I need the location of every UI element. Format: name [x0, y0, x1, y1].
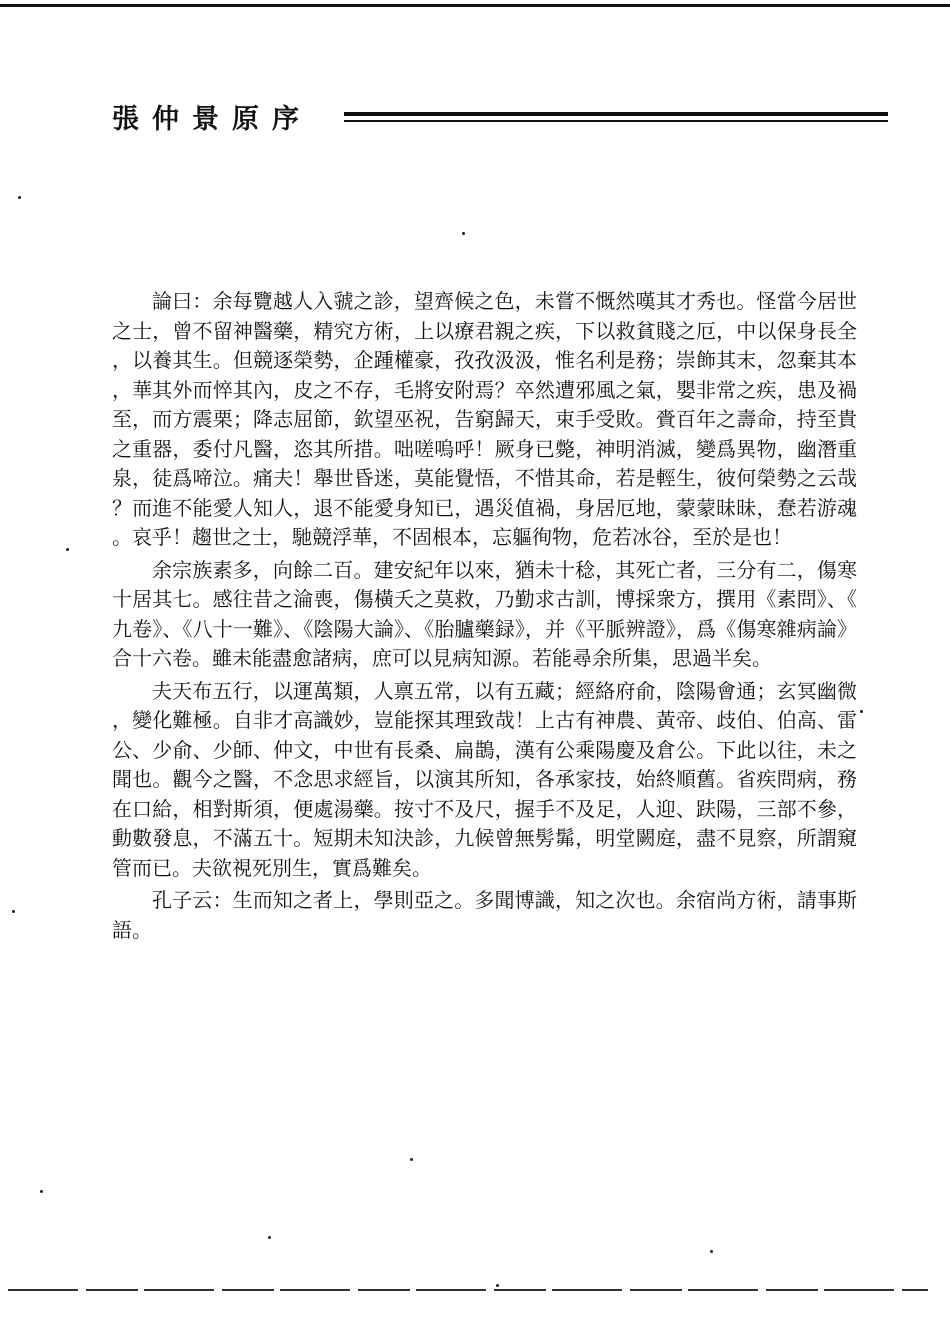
- scan-speck: [40, 1190, 43, 1193]
- section-header: [112, 100, 892, 140]
- title-rule-thin: [344, 120, 888, 122]
- scan-speck: [860, 710, 863, 713]
- paragraph-2: 余宗族素多，向餘二百。建安紀年以來，猶未十稔，其死亡者，三分有二，傷寒十居其七。感往昔之淪喪，傷橫夭之莫救，乃勤求古訓，博採衆方，撰用《素問》、《九卷》、《八十一難》、《陰陽大論》、《胎臚藥録》，并《平脈辨證》，爲《傷寒雜病論》合十六卷。雖未能盡愈諸病，庶可以見病知源。若能尋余所集，思過半矣。: [112, 557, 857, 670]
- paragraph-3: 夫天布五行，以運萬類，人禀五常，以有五藏；經絡府俞，陰陽會通；玄冥幽微，變化難極。自非才高識妙，豈能探其理致哉！上古有神農、黃帝、歧伯、伯高、雷公、少俞、少師、仲文，中世有長桑、扁鵲，漢有公乘陽慶及倉公。下此以往，未之聞也。觀今之醫，不念思求經旨，以演其所知，各承家技，始終順舊。省疾問病，務在口給，相對斯須，便處湯藥。按寸不及尺，握手不及足，人迎、趺陽，三部不參，動數發息，不滿五十。短期未知決診，九候曾無髣髴，明堂闕庭，盡不見察，所謂窺管而已。夫欲視死別生，實爲難矣。: [112, 678, 857, 880]
- title-double-rule: [344, 112, 888, 124]
- scan-speck: [66, 548, 69, 551]
- scan-speck: [268, 1236, 271, 1239]
- scan-speck: [496, 1284, 499, 1287]
- paragraph-4: 孔子云：生而知之者上，學則亞之。多聞博識，知之次也。余宿尚方術，請事斯語。: [112, 888, 857, 942]
- preface-body: [112, 287, 857, 945]
- title-rule-thick: [344, 112, 888, 116]
- scan-speck: [710, 1250, 713, 1253]
- bottom-dashed-rule: [8, 1289, 928, 1291]
- paragraph-1: 論曰：余每覽越人入虢之診，望齊候之色，未嘗不慨然嘆其才秀也。怪當今居世之士，曾不留神醫藥，精究方術，上以療君親之疾，下以救貧賤之厄，中以保身長全，以養其生。但競逐榮勢，企踵權豪，孜孜汲汲，惟名利是務；崇飾其末，忽棄其本，華其外而悴其內，皮之不存，毛將安附焉？卒然遭邪風之氣，嬰非常之疾，患及禍至，而方震栗；降志屈節，欽望巫祝，告窮歸天，束手受敗。賫百年之壽命，持至貴之重器，委付凡醫，恣其所措。咄嗟嗚呼！厥身已斃，神明消滅，變爲異物，幽潛重泉，徒爲啼泣。痛夫！舉世昏迷，莫能覺悟，不惜其命，若是輕生，彼何榮勢之云哉？而進不能愛人知人，退不能愛身知已，遇災值禍，身居厄地，蒙蒙昧昧，惷若游魂。哀乎！趨世之士，馳競浮華，不固根本，忘軀徇物，危若冰谷，至於是也！: [112, 289, 857, 549]
- scan-speck: [12, 910, 15, 913]
- top-border-rule: [0, 4, 950, 7]
- scan-speck: [462, 232, 465, 235]
- scan-speck: [18, 196, 21, 199]
- scan-speck: [410, 1158, 413, 1161]
- page-title: 張仲景原序: [112, 104, 312, 135]
